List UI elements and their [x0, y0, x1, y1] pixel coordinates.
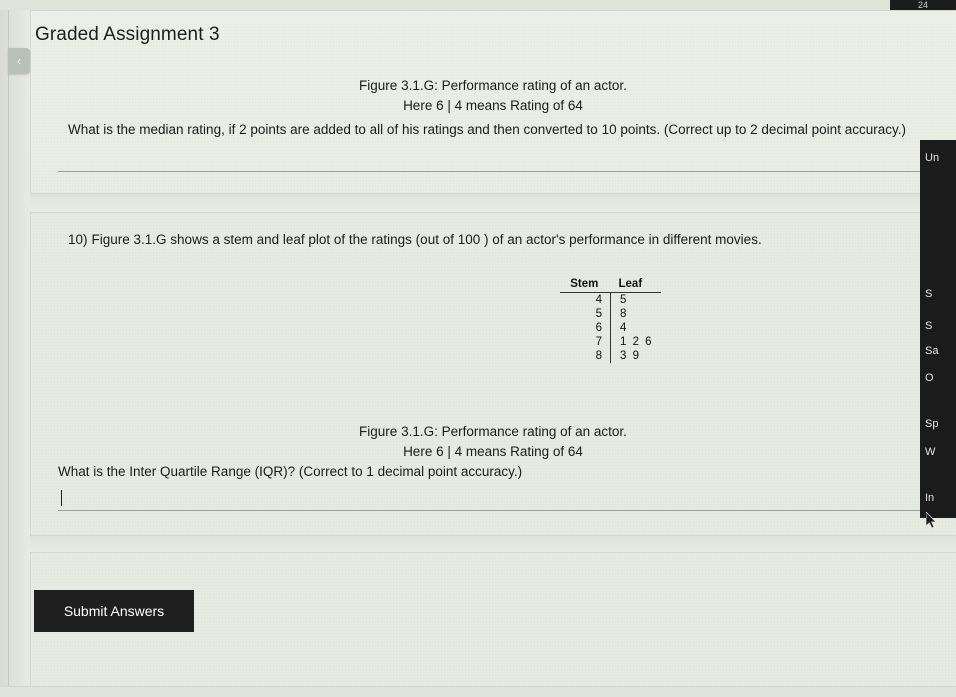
leaf-value: 8: [620, 308, 628, 320]
window-top-right-label: 24: [890, 0, 956, 10]
q10-figure-caption: [30, 422, 956, 462]
leaf-value: 4: [620, 322, 628, 334]
right-menu-item[interactable]: In: [925, 492, 935, 504]
assignment-content: [30, 10, 956, 697]
table-row: [560, 321, 661, 335]
stem-value: 8: [560, 349, 611, 363]
stem-value: 4: [560, 293, 611, 308]
stem-value: 7: [560, 335, 611, 349]
question-9-block: [30, 60, 956, 200]
q9-prompt: What is the median rating, if 2 points are added to all of his ratings and then converted to 10 points. (Correct up to 2 decimal point accuracy.): [68, 122, 906, 137]
right-menu-item[interactable]: O: [925, 372, 934, 384]
question-10-statement: Figure 3.1.G shows a stem and leaf plot of the ratings (out of 100 ) of an actor's performance in different movies.: [91, 232, 762, 247]
stem-and-leaf-plot: [560, 278, 661, 363]
section-divider-1: [30, 193, 956, 213]
table-row: [560, 307, 661, 321]
leaf-value: 1 2 6: [620, 336, 654, 348]
right-menu-item[interactable]: W: [925, 446, 936, 458]
table-row: [560, 349, 661, 363]
table-row: [560, 335, 661, 349]
leaf-value: 5: [620, 294, 628, 306]
right-menu-item[interactable]: Sp: [925, 418, 939, 430]
stem-column-header: Stem: [560, 278, 611, 293]
q10-answer-input[interactable]: [58, 488, 924, 511]
q9-figure-caption-line1: Figure 3.1.G: Performance rating of an actor.: [359, 78, 627, 93]
right-side-menu[interactable]: [920, 140, 956, 518]
right-menu-item[interactable]: Un: [925, 152, 940, 164]
left-rail: [0, 10, 31, 697]
right-menu-item[interactable]: S: [925, 320, 933, 332]
q10-figure-caption-line1: Figure 3.1.G: Performance rating of an actor.: [359, 424, 627, 439]
q9-answer-field[interactable]: [58, 170, 924, 172]
text-caret: [61, 490, 62, 506]
leaf-column-header: Leaf: [611, 278, 662, 293]
right-menu-item[interactable]: Sa: [925, 345, 939, 357]
window-bottom-strip: [0, 686, 956, 697]
stem-value: 5: [560, 307, 611, 321]
page-title: Graded Assignment 3: [35, 24, 220, 45]
section-divider-2: [30, 535, 956, 553]
table-row: [560, 293, 661, 308]
q9-figure-caption-line2: Here 6 | 4 means Rating of 64: [403, 98, 583, 113]
right-menu-item[interactable]: S: [925, 288, 933, 300]
back-button[interactable]: ‹: [8, 48, 30, 74]
stem-value: 6: [560, 321, 611, 335]
left-rail-divider: [8, 10, 9, 697]
q10-figure-caption-line2: Here 6 | 4 means Rating of 64: [403, 444, 583, 459]
question-10-number: 10): [68, 232, 88, 247]
leaf-value: 3 9: [620, 350, 641, 362]
q10-prompt: What is the Inter Quartile Range (IQR)? (Correct to 1 decimal point accuracy.): [58, 464, 523, 479]
submit-answers-button[interactable]: Submit Answers: [34, 590, 194, 632]
question-10-text: [68, 232, 762, 247]
